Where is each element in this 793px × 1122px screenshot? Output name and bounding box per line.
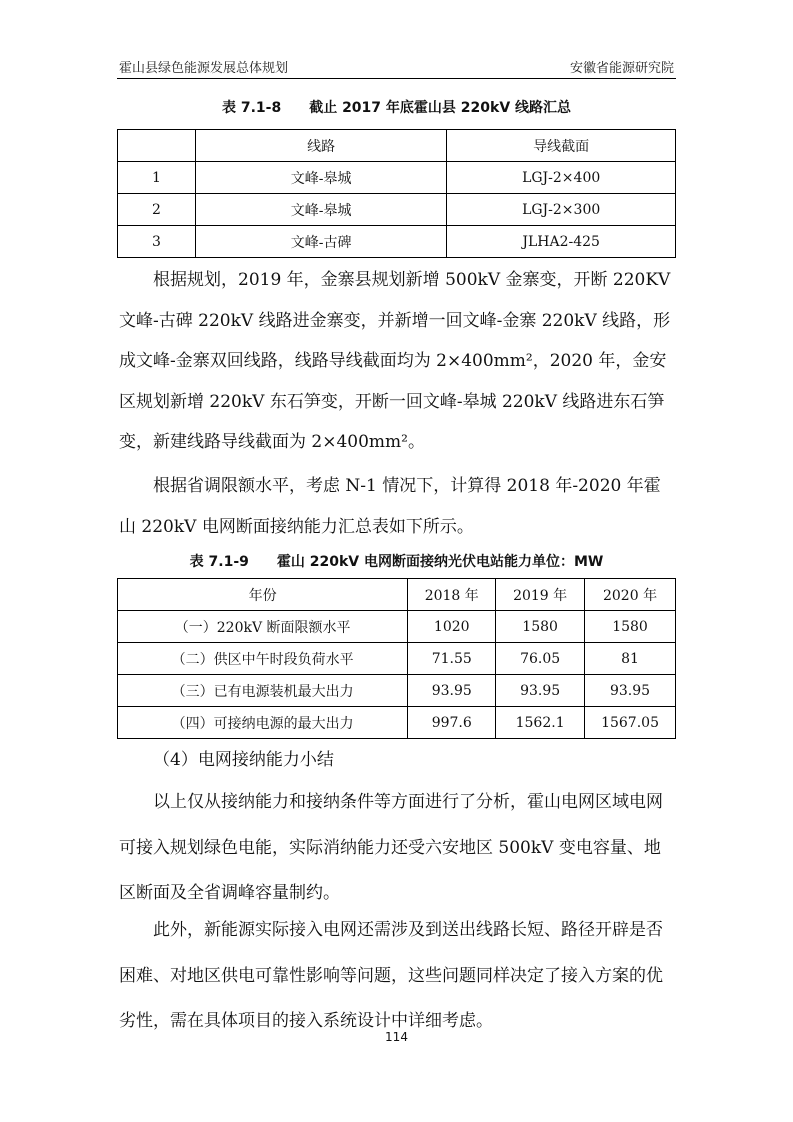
paragraph-text: 此外，新能源实际接入电网还需涉及到送出线路长短、路径开辟是否困难、对地区供电可靠性影响等问题，这些问题同样决定了接入方案的优劣性，需在具体项目的接入系统设计中详细考虑。	[119, 920, 663, 1031]
table-row	[118, 707, 676, 739]
table-cell: 1	[118, 162, 196, 194]
table-row	[118, 194, 676, 226]
table1-header-cell: 导线截面	[447, 130, 676, 162]
table-cell: 3	[118, 226, 196, 258]
table1-header-cell	[118, 130, 196, 162]
table-cell: （一）220kV 断面限额水平	[118, 611, 408, 643]
table-cell: （四）可接纳电源的最大出力	[118, 707, 408, 739]
table-row	[118, 611, 676, 643]
table-cell: 81	[585, 643, 676, 675]
table-cell: （二）供区中午时段负荷水平	[118, 643, 408, 675]
header-divider	[117, 78, 676, 79]
table-cell: 文峰-古碑	[195, 226, 447, 258]
header-organization: 安徽省能源研究院	[569, 61, 674, 76]
table-cell: 1562.1	[496, 707, 585, 739]
table2-header-cell: 2020 年	[585, 579, 676, 611]
body-paragraph	[119, 260, 675, 463]
table-cell: 1567.05	[585, 707, 676, 739]
table2-header-cell: 年份	[118, 579, 408, 611]
table-cell: （三）已有电源装机最大出力	[118, 675, 408, 707]
table-cell: 2	[118, 194, 196, 226]
table-cell: 1580	[585, 611, 676, 643]
paragraph-text: 以上仅从接纳能力和接纳条件等方面进行了分析，霍山电网区域电网可接入规划绿色电能，实际消纳能力还受六安地区 500kV 变电容量、地区断面及全省调峰容量制约。	[119, 792, 663, 903]
table2-header-cell: 2018 年	[408, 579, 496, 611]
table-cell: 文峰-皋城	[195, 194, 447, 226]
table1	[117, 129, 676, 258]
table-cell: 1020	[408, 611, 496, 643]
table1-header-row	[118, 130, 676, 162]
body-paragraph	[119, 466, 675, 547]
table-cell: 93.95	[496, 675, 585, 707]
table-row	[118, 675, 676, 707]
table-cell: 71.55	[408, 643, 496, 675]
table-row	[118, 226, 676, 258]
table-cell: 76.05	[496, 643, 585, 675]
header-doc-title: 霍山县绿色能源发展总体规划	[119, 61, 289, 76]
table1-header-cell: 线路	[195, 130, 447, 162]
table-cell: LGJ-2×300	[447, 194, 676, 226]
table-cell: 93.95	[585, 675, 676, 707]
table-row	[118, 643, 676, 675]
table1-caption: 表 7.1-8 截止 2017 年底霍山县 220kV 线路汇总	[221, 100, 572, 116]
table-cell: LGJ-2×400	[447, 162, 676, 194]
section-subheading	[119, 746, 675, 774]
paragraph-text: 根据省调限额水平，考虑 N-1 情况下，计算得 2018 年-2020 年霍山 220kV 电网断面接纳能力汇总表如下所示。	[119, 476, 661, 537]
table-row	[118, 162, 676, 194]
subheading-text: （4）电网接纳能力小结	[153, 750, 334, 770]
table2-header-cell: 2019 年	[496, 579, 585, 611]
table-cell: 93.95	[408, 675, 496, 707]
paragraph-text: 根据规划，2019 年，金寨县规划新增 500kV 金寨变，开断 220KV 文峰-古碑 220kV 线路进金寨变，并新增一回文峰-金寨 220kV 线路，形成文峰-金寨双回线路，线路导线截面均为 2×400mm²，2020 年，金安区规划新增 220kV 东石笋变，开断一回文峰-皋城 220kV 线路进东石笋变，新建线路导线截面为 2×400mm²。	[119, 270, 671, 452]
body-paragraph	[119, 780, 675, 917]
page-number: 114	[385, 1030, 408, 1044]
table2-caption: 表 7.1-9 霍山 220kV 电网断面接纳光伏电站能力单位：MW	[189, 554, 604, 570]
table-cell: 文峰-皋城	[195, 162, 447, 194]
table2-header-row	[118, 579, 676, 611]
table-cell: 997.6	[408, 707, 496, 739]
body-paragraph	[119, 908, 675, 1045]
table-cell: JLHA2-425	[447, 226, 676, 258]
table-cell: 1580	[496, 611, 585, 643]
table2	[117, 578, 676, 739]
